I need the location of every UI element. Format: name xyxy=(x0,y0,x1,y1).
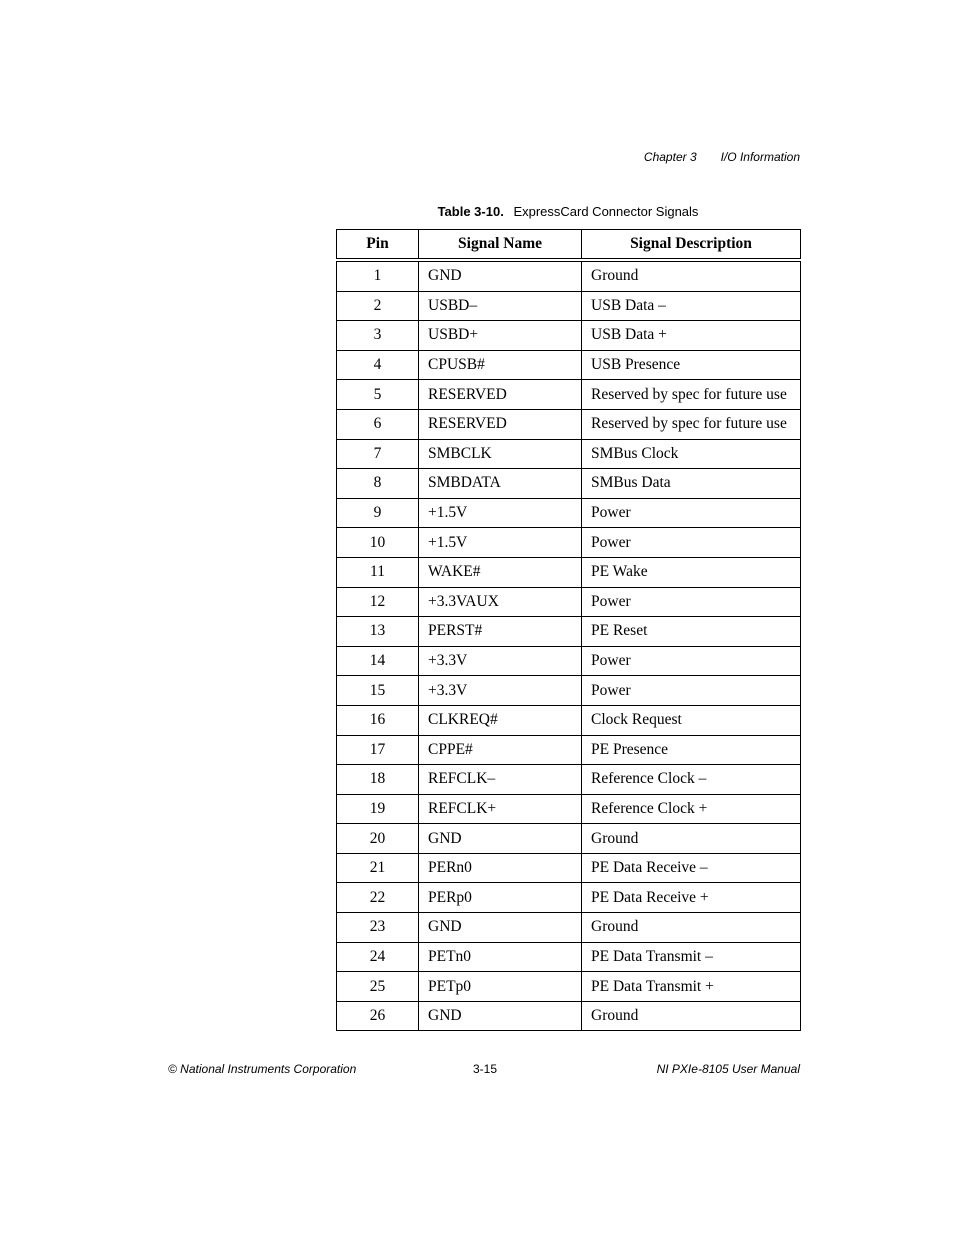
table-row xyxy=(337,853,801,883)
cell-signal-name: CLKREQ# xyxy=(419,705,582,735)
cell-signal-name: REFCLK– xyxy=(419,765,582,795)
table-row xyxy=(337,557,801,587)
table-header-row xyxy=(337,230,801,261)
cell-signal-description: PE Presence xyxy=(582,735,801,765)
cell-pin: 22 xyxy=(337,883,419,913)
table-row xyxy=(337,617,801,647)
cell-pin: 19 xyxy=(337,794,419,824)
cell-pin: 17 xyxy=(337,735,419,765)
cell-signal-description: USB Data + xyxy=(582,321,801,351)
page-number: 3-15 xyxy=(473,1062,498,1076)
cell-signal-description: Ground xyxy=(582,260,801,291)
table-row xyxy=(337,587,801,617)
cell-signal-description: SMBus Clock xyxy=(582,439,801,469)
table-row xyxy=(337,469,801,499)
table-caption xyxy=(336,204,800,219)
cell-signal-description: Power xyxy=(582,646,801,676)
cell-pin: 21 xyxy=(337,853,419,883)
table-row xyxy=(337,1001,801,1031)
footer-manual-title: NI PXIe-8105 User Manual xyxy=(656,1062,800,1076)
cell-signal-description: Power xyxy=(582,587,801,617)
cell-signal-name: CPPE# xyxy=(419,735,582,765)
cell-signal-description: SMBus Data xyxy=(582,469,801,499)
cell-pin: 16 xyxy=(337,705,419,735)
table-row xyxy=(337,913,801,943)
table-row xyxy=(337,676,801,706)
cell-pin: 5 xyxy=(337,380,419,410)
cell-pin: 24 xyxy=(337,942,419,972)
cell-pin: 14 xyxy=(337,646,419,676)
cell-signal-description: PE Data Transmit + xyxy=(582,972,801,1002)
table-row xyxy=(337,260,801,291)
table-row xyxy=(337,291,801,321)
table-row xyxy=(337,794,801,824)
cell-signal-description: Ground xyxy=(582,913,801,943)
cell-signal-description: Power xyxy=(582,528,801,558)
cell-signal-name: +3.3V xyxy=(419,676,582,706)
cell-signal-description: PE Wake xyxy=(582,557,801,587)
cell-signal-description: Reference Clock – xyxy=(582,765,801,795)
cell-signal-name: PERST# xyxy=(419,617,582,647)
cell-signal-name: GND xyxy=(419,1001,582,1031)
table-row xyxy=(337,765,801,795)
chapter-label: Chapter 3 xyxy=(643,150,697,164)
cell-pin: 1 xyxy=(337,260,419,291)
table-number: Table 3-10. xyxy=(437,204,504,219)
footer-copyright: © National Instruments Corporation xyxy=(168,1062,357,1076)
cell-signal-description: PE Data Receive + xyxy=(582,883,801,913)
table-row xyxy=(337,972,801,1002)
column-header-signal-name: Signal Name xyxy=(419,230,582,261)
cell-pin: 15 xyxy=(337,676,419,706)
cell-signal-description: Reference Clock + xyxy=(582,794,801,824)
cell-signal-name: RESERVED xyxy=(419,380,582,410)
cell-signal-description: Ground xyxy=(582,824,801,854)
cell-pin: 12 xyxy=(337,587,419,617)
cell-pin: 10 xyxy=(337,528,419,558)
cell-signal-description: Ground xyxy=(582,1001,801,1031)
cell-signal-name: SMBCLK xyxy=(419,439,582,469)
signal-table xyxy=(336,229,801,1031)
cell-signal-name: GND xyxy=(419,913,582,943)
column-header-signal-description: Signal Description xyxy=(582,230,801,261)
cell-pin: 26 xyxy=(337,1001,419,1031)
cell-signal-description: Reserved by spec for future use xyxy=(582,380,801,410)
cell-pin: 13 xyxy=(337,617,419,647)
cell-signal-name: GND xyxy=(419,260,582,291)
cell-signal-name: PETp0 xyxy=(419,972,582,1002)
cell-signal-name: PERn0 xyxy=(419,853,582,883)
table-row xyxy=(337,498,801,528)
cell-signal-description: Reserved by spec for future use xyxy=(582,409,801,439)
cell-pin: 23 xyxy=(337,913,419,943)
cell-signal-name: USBD+ xyxy=(419,321,582,351)
cell-signal-name: RESERVED xyxy=(419,409,582,439)
cell-signal-name: USBD– xyxy=(419,291,582,321)
table-row xyxy=(337,735,801,765)
cell-signal-name: PERp0 xyxy=(419,883,582,913)
cell-pin: 18 xyxy=(337,765,419,795)
table-row xyxy=(337,883,801,913)
cell-signal-name: PETn0 xyxy=(419,942,582,972)
table-row xyxy=(337,646,801,676)
table-row xyxy=(337,380,801,410)
cell-signal-description: USB Data – xyxy=(582,291,801,321)
cell-signal-description: USB Presence xyxy=(582,350,801,380)
cell-signal-description: Clock Request xyxy=(582,705,801,735)
cell-signal-name: REFCLK+ xyxy=(419,794,582,824)
cell-signal-name: +3.3V xyxy=(419,646,582,676)
cell-signal-name: SMBDATA xyxy=(419,469,582,499)
cell-signal-name: CPUSB# xyxy=(419,350,582,380)
cell-pin: 11 xyxy=(337,557,419,587)
cell-signal-name: +1.5V xyxy=(419,528,582,558)
cell-pin: 4 xyxy=(337,350,419,380)
table-row xyxy=(337,824,801,854)
cell-pin: 6 xyxy=(337,409,419,439)
cell-pin: 7 xyxy=(337,439,419,469)
cell-pin: 3 xyxy=(337,321,419,351)
cell-pin: 20 xyxy=(337,824,419,854)
cell-signal-name: GND xyxy=(419,824,582,854)
cell-signal-description: Power xyxy=(582,498,801,528)
cell-signal-name: WAKE# xyxy=(419,557,582,587)
table-title: ExpressCard Connector Signals xyxy=(513,204,699,219)
cell-signal-description: Power xyxy=(582,676,801,706)
section-label: I/O Information xyxy=(720,150,800,164)
cell-pin: 8 xyxy=(337,469,419,499)
table-row xyxy=(337,705,801,735)
table-row xyxy=(337,942,801,972)
cell-signal-description: PE Data Receive – xyxy=(582,853,801,883)
running-head xyxy=(644,150,800,164)
cell-signal-name: +1.5V xyxy=(419,498,582,528)
cell-signal-description: PE Data Transmit – xyxy=(582,942,801,972)
table-row xyxy=(337,439,801,469)
cell-signal-name: +3.3VAUX xyxy=(419,587,582,617)
table-row xyxy=(337,350,801,380)
table-body xyxy=(337,260,801,1031)
cell-pin: 25 xyxy=(337,972,419,1002)
table-row xyxy=(337,409,801,439)
table-row xyxy=(337,321,801,351)
table-row xyxy=(337,528,801,558)
cell-pin: 2 xyxy=(337,291,419,321)
cell-pin: 9 xyxy=(337,498,419,528)
column-header-pin: Pin xyxy=(337,230,419,261)
cell-signal-description: PE Reset xyxy=(582,617,801,647)
